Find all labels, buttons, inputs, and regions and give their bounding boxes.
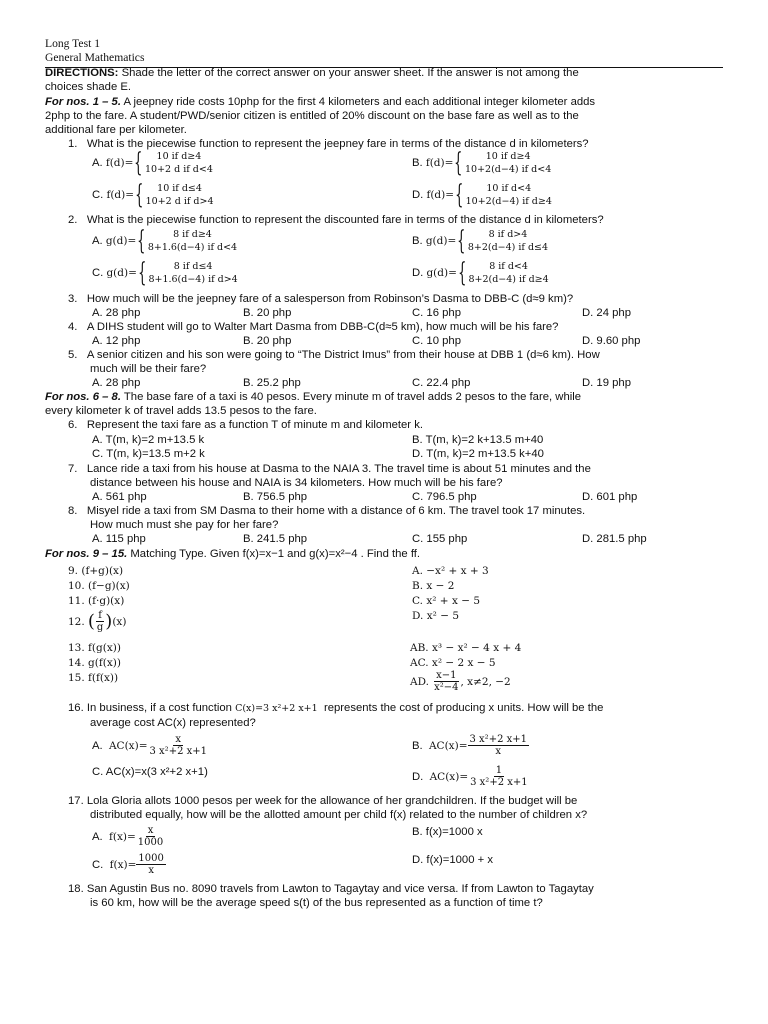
q7-choice-c[interactable]: C. 796.5 php [412, 491, 477, 503]
section1-line-2: 2php to the fare. A student/PWD/senior citizen is entitled of 20% discount on the base fare as well as to the [45, 110, 579, 122]
match-choice-d[interactable]: D. x² − 5 [412, 610, 460, 622]
q16-choice-d[interactable]: D. AC(x)= $\frac{1}{\text{3 x²+2 x+1}}$ [412, 765, 528, 788]
question-text: Lance ride a taxi from his house at Dasma to the NAIA 3. The travel time is about 51 minutes and the [86, 463, 591, 475]
q7-choice-d[interactable]: D. 601 php [582, 491, 638, 503]
match-choice-ac[interactable]: AC. x² − 2 x − 5 [410, 657, 496, 669]
q17-choice-b[interactable]: B. f(x)=1000 x [412, 826, 483, 838]
q17-choice-c[interactable]: C. f(x)= $\frac{1000}{x}$ [92, 853, 164, 876]
question-text: A senior citizen and his son were going to “The District Imus” from their house at DBB 1 (d≈6 km). How [86, 349, 600, 361]
q6-choice-c[interactable]: C. T(m, k)=13.5 m+2 k [92, 448, 205, 460]
match-item-9: 9. (f+g)(x) [68, 565, 124, 577]
q16-choice-a[interactable]: A. AC(x)= $\frac{x}{\text{3 x²+2 x+1}}$ [92, 734, 207, 757]
q16-choice-b[interactable]: B. AC(x)= $\frac{\text{3 x²+2 x+1}}{x}$ [412, 734, 527, 757]
question-text: Lola Gloria allots 1000 pesos per week for the allowance of her grandchildren. If the budget will be [86, 795, 578, 807]
question-text: Represent the taxi fare as a function T of minute m and kilometer k. [86, 419, 423, 431]
section1-line-1 [45, 95, 595, 109]
match-item-15: 15. f(f(x)) [68, 672, 119, 684]
q4-choice-b[interactable]: B. 20 php [243, 335, 292, 347]
match-choice-b[interactable]: B. x − 2 [412, 580, 455, 592]
match-item-10: 10. (f−g)(x) [68, 580, 130, 592]
section2-line-1 [45, 390, 581, 404]
match-choice-ad[interactable]: AD. $\frac{x-1}{\text{x²−4}}$ , x≠2, −2 [410, 670, 511, 693]
question-5: 5. A senior citizen and his son were going to “The District Imus” from their house at DBB 1 (d≈6 km). How [68, 349, 600, 361]
section1-label: For nos. 1 – 5. [45, 96, 121, 108]
q8-choice-d[interactable]: D. 281.5 php [582, 533, 647, 545]
q4-choice-d[interactable]: D. 9.60 php [582, 335, 641, 347]
section2-line-2: every kilometer k of travel adds 13.5 pesos to the fare. [45, 405, 317, 417]
question-text: A DIHS student will go to Walter Mart Dasma from DBB-C(d≈5 km), how much will be his fare? [86, 321, 559, 333]
q8-choice-a[interactable]: A. 115 php [92, 533, 146, 545]
match-choice-ab[interactable]: AB. x³ − x² − 4 x + 4 [410, 642, 522, 654]
match-choice-c[interactable]: C. x² + x − 5 [412, 595, 481, 607]
q3-choice-a[interactable]: A. 28 php [92, 307, 141, 319]
question-7: 7. Lance ride a taxi from his house at Dasma to the NAIA 3. The travel time is about 51 minutes and the [68, 463, 591, 475]
section2-label: For nos. 6 – 8. [45, 391, 121, 403]
question-17-cont: distributed equally, how will be the allotted amount per child f(x) related to the number of children x? [90, 809, 588, 821]
directions-text: Shade the letter of the correct answer on your answer sheet. If the answer is not among the [118, 67, 579, 79]
q3-choice-d[interactable]: D. 24 php [582, 307, 631, 319]
q7-choice-b[interactable]: B. 756.5 php [243, 491, 308, 503]
q1-choice-b[interactable]: B. f(d)= { 10 if d≥4 10+2(d−4) if d<4 [412, 148, 552, 178]
q2-choice-d[interactable]: D. g(d)= { 8 if d<4 8+2(d−4) if d≥4 [412, 258, 549, 288]
q6-choice-b[interactable]: B. T(m, k)=2 k+13.5 m+40 [412, 434, 544, 446]
question-4: 4. A DIHS student will go to Walter Mart Dasma from DBB-C(d≈5 km), how much will be his fare? [68, 321, 559, 333]
q2-choice-b[interactable]: B. g(d)= { 8 if d>4 8+2(d−4) if d≤4 [412, 226, 549, 256]
q17-choice-d[interactable]: D. f(x)=1000 + x [412, 854, 493, 866]
question-text: How much will be the jeepney fare of a salesperson from Robinson’s Dasma to DBB-C (d≈9 km)? [86, 293, 574, 305]
match-item-11: 11. (f·g)(x) [68, 595, 125, 607]
q7-choice-a[interactable]: A. 561 php [92, 491, 147, 503]
q4-choice-c[interactable]: C. 10 php [412, 335, 461, 347]
q5-choice-a[interactable]: A. 28 php [92, 377, 141, 389]
match-choice-a[interactable]: A. −x² + x + 3 [412, 565, 489, 577]
q17-choice-a[interactable]: A. f(x)= $\frac{x}{1000}$ [92, 825, 164, 848]
q3-choice-c[interactable]: C. 16 php [412, 307, 461, 319]
question-2: 2. What is the piecewise function to represent the discounted fare in terms of the distance d in kilometers? [68, 214, 604, 226]
question-17: 17. Lola Gloria allots 1000 pesos per week for the allowance of her grandchildren. If the budget will be [68, 795, 578, 807]
test-title: Long Test 1 [45, 37, 101, 50]
section1-text: A jeepney ride costs 10php for the first 4 kilometers and each additional integer kilometer adds [120, 96, 596, 108]
subject-title: General Mathematics [45, 51, 145, 64]
match-item-14: 14. g(f(x)) [68, 657, 121, 669]
q2-choice-c[interactable]: C. g(d)= { 8 if d≤4 8+1.6(d−4) if d>4 [92, 258, 238, 288]
question-1: 1. What is the piecewise function to represent the jeepney fare in terms of the distance d in kilometers? [68, 138, 589, 150]
section2-text: The base fare of a taxi is 40 pesos. Every minute m of travel adds 2 pesos to the fare, while [120, 391, 582, 403]
directions-line-2: choices shade E. [45, 81, 132, 93]
question-16: 16. In business, if a cost function C(x)=3 x²+2 x+1 represents the cost of producing x units. How will be the [68, 702, 604, 714]
question-8-cont: How much must she pay for her fare? [90, 519, 279, 531]
q8-choice-b[interactable]: B. 241.5 php [243, 533, 308, 545]
question-18: 18. San Agustin Bus no. 8090 travels from Lawton to Tagaytay and vice versa. If from Lawton to Tagaytay [68, 883, 594, 895]
question-5-cont: much will be their fare? [90, 363, 207, 375]
question-8: 8. Misyel ride a taxi from SM Dasma to their home with a distance of 6 km. The travel took 17 minutes. [68, 505, 586, 517]
q5-choice-d[interactable]: D. 19 php [582, 377, 631, 389]
directions-line-1 [45, 66, 579, 80]
q4-choice-a[interactable]: A. 12 php [92, 335, 141, 347]
question-text: San Agustin Bus no. 8090 travels from Lawton to Tagaytay and vice versa. If from Lawton to Tagaytay [86, 883, 594, 895]
q1-choice-a[interactable]: A. f(d)= { 10 if d≥4 10+2 d if d<4 [92, 148, 213, 178]
cost-function: C(x)=3 x²+2 x+1 [235, 703, 318, 714]
match-item-13: 13. f(g(x)) [68, 642, 121, 654]
question-text: What is the piecewise function to represent the discounted fare in terms of the distance d in kilometers? [86, 214, 604, 226]
q5-choice-b[interactable]: B. 25.2 php [243, 377, 301, 389]
question-7-cont: distance between his house and NAIA is 34 kilometers. How much will be his fare? [90, 477, 503, 489]
question-16-cont: average cost AC(x) represented? [90, 717, 256, 729]
q6-choice-d[interactable]: D. T(m, k)=2 m+13.5 k+40 [412, 448, 544, 460]
q16-choice-c[interactable]: C. AC(x)=x(3 x²+2 x+1) [92, 766, 208, 778]
section1-line-3: additional fare per kilometer. [45, 124, 187, 136]
question-18-cont: is 60 km, how will be the average speed s(t) of the bus represented as a function of time t? [90, 897, 543, 909]
match-item-12: 12. ( $\frac{f}{g}$ ) (x) [68, 610, 127, 633]
q1-choice-d[interactable]: D. f(d)= { 10 if d<4 10+2(d−4) if d≥4 [412, 180, 552, 210]
q6-choice-a[interactable]: A. T(m, k)=2 m+13.5 k [92, 434, 205, 446]
q3-choice-b[interactable]: B. 20 php [243, 307, 292, 319]
q2-choice-a[interactable]: A. g(d)= { 8 if d≥4 8+1.6(d−4) if d<4 [92, 226, 238, 256]
q8-choice-c[interactable]: C. 155 php [412, 533, 468, 545]
q5-choice-c[interactable]: C. 22.4 php [412, 377, 471, 389]
directions-label: DIRECTIONS: [45, 67, 119, 79]
section3-label: For nos. 9 – 15. [45, 548, 128, 560]
question-text: What is the piecewise function to represent the jeepney fare in terms of the distance d in kilometers? [86, 138, 589, 150]
question-text: Misyel ride a taxi from SM Dasma to their home with a distance of 6 km. The travel took 17 minutes. [86, 505, 586, 517]
section3-line [45, 547, 420, 561]
q1-choice-c[interactable]: C. f(d)= { 10 if d≤4 10+2 d if d>4 [92, 180, 214, 210]
section3-text: Matching Type. Given f(x)=x−1 and g(x)=x²−4 . Find the ff. [127, 548, 421, 560]
question-3: 3. How much will be the jeepney fare of a salesperson from Robinson’s Dasma to DBB-C (d≈9 km)? [68, 293, 574, 305]
question-6: 6. Represent the taxi fare as a function T of minute m and kilometer k. [68, 419, 423, 431]
